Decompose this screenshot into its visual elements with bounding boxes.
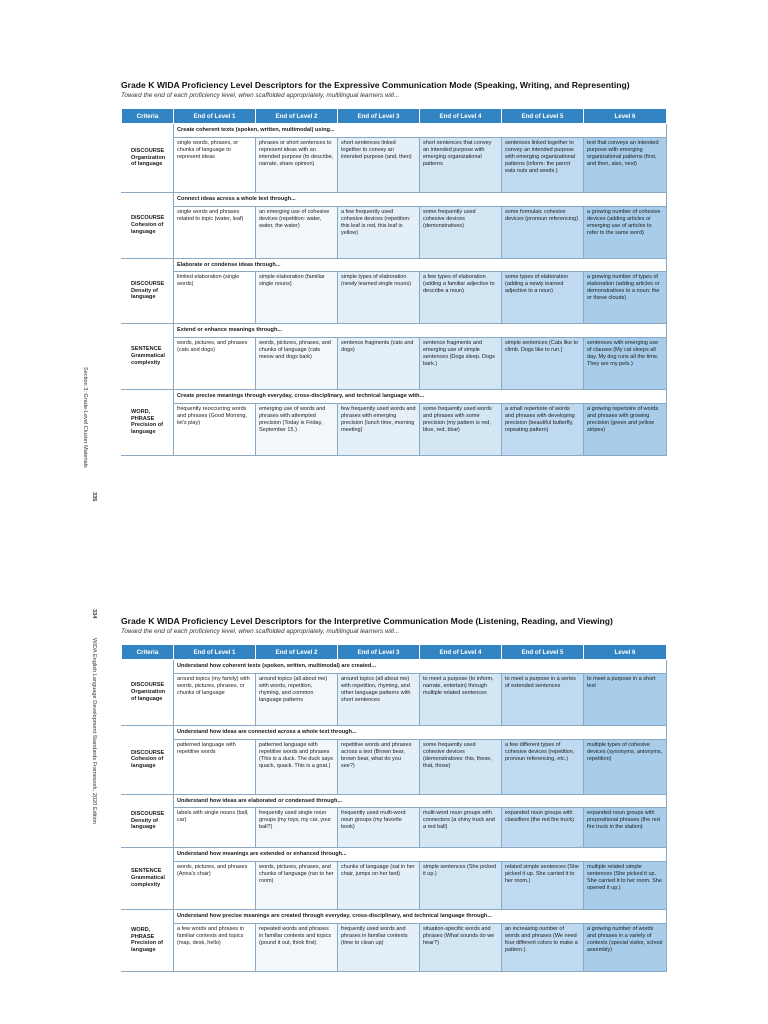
descriptor-cell: a few words and phrases in familiar contexts and topics (map, desk, hello) (174, 923, 256, 971)
criteria-label: complexity (131, 360, 161, 367)
level-header: End of Level 3 (338, 109, 420, 124)
criteria-label: language (131, 228, 156, 235)
descriptor-cell: expanded noun groups with classifiers (the red fire truck) (502, 808, 584, 848)
descriptor-cell: situation-specific words and phrases (What sounds do we hear?) (420, 923, 502, 971)
criteria-cell (122, 324, 174, 390)
criteria-label: of language (131, 695, 163, 702)
section-heading: Understand how ideas are elaborated or condensed through... (174, 794, 667, 808)
section-heading-row (122, 660, 667, 674)
descriptor-cell: short sentences linked together to convey an intended purpose (and, then) (338, 137, 420, 192)
section-heading: Elaborate or condense ideas through... (174, 258, 667, 272)
section-heading: Create coherent texts (spoken, written, multimodal) using... (174, 124, 667, 138)
descriptor-cell: to meet a purpose (to inform, narrate, entertain) through multiple related sentences (420, 673, 502, 725)
descriptor-cell: short sentences that convey an intended purpose with emerging organizational patterns (420, 137, 502, 192)
descriptor-cell: sentence fragments (cats and dogs) (338, 338, 420, 390)
table-row (122, 338, 667, 390)
criteria-cell (122, 725, 174, 794)
section-heading: Extend or enhance meanings through... (174, 324, 667, 338)
descriptor-cell: frequently used multi-word noun groups (my favorite book) (338, 808, 420, 848)
page-number (91, 492, 97, 501)
criteria-label: complexity (131, 882, 161, 889)
table-row (122, 272, 667, 324)
descriptor-cell: multi-word noun groups with connectors (a shiny truck and a red ball) (420, 808, 502, 848)
descriptor-cell: an increasing number of words and phrases (We need four different colors to make a pattern.) (502, 923, 584, 971)
criteria-label: SENTENCE (131, 346, 162, 353)
criteria-cell (122, 848, 174, 910)
level-header: Level 6 (584, 109, 667, 124)
page-subtitle: Toward the end of each proficiency level, when scaffolded appropriately, multilingual learners will... (121, 627, 400, 635)
level-header: End of Level 1 (174, 109, 256, 124)
criteria-label: language (131, 429, 156, 436)
descriptor-cell: frequently used words and phrases in familiar contexts (time to clean up) (338, 923, 420, 971)
descriptor-cell: phrases or short sentences to represent ideas with an intended purpose (to describe, narrate, share opinion) (256, 137, 338, 192)
table-row (122, 206, 667, 258)
section-heading: Understand how meanings are extended or enhanced through... (174, 848, 667, 862)
header-row (122, 109, 667, 124)
descriptor-cell: around topics (all about me) with repetition, rhyming, and other language patterns with short sentences (338, 673, 420, 725)
descriptor-table (121, 108, 667, 456)
descriptor-cell: a growing repertoire of words and phrases with growing precision (green and yellow stripes) (584, 403, 667, 455)
criteria-label: DISCOURSE (131, 280, 165, 287)
criteria-label: WORD, (131, 926, 151, 933)
descriptor-cell: repeated words and phrases in familiar contexts and topics (pound it out, think first) (256, 923, 338, 971)
criteria-cell (122, 192, 174, 258)
criteria-cell (122, 660, 174, 726)
descriptor-cell: to meet a purpose in a series of extended sentences (502, 673, 584, 725)
descriptor-cell: chunks of language (sat in her chair, jumps on her bed) (338, 862, 420, 910)
descriptor-cell: simple elaboration (familiar single nouns) (256, 272, 338, 324)
descriptor-cell: multiple types of cohesive devices (synonyms, antonyms, repetition) (584, 739, 667, 794)
descriptor-cell: labels with single nouns (ball, car) (174, 808, 256, 848)
criteria-label: Grammatical (131, 353, 165, 360)
criteria-label: PHRASE (131, 933, 155, 940)
criteria-label: Precision of (131, 940, 164, 947)
descriptor-cell: a growing number of words and phrases in a variety of contexts (special visitor, school assembly) (584, 923, 667, 971)
section-heading-row (122, 324, 667, 338)
criteria-label: SENTENCE (131, 868, 162, 875)
criteria-label: Precision of (131, 422, 164, 429)
criteria-label: DISCOURSE (131, 749, 165, 756)
descriptor-cell: some types of elaboration (adding a newly learned adjective to a noun) (502, 272, 584, 324)
descriptor-cell: simple types of elaboration (newly learned single nouns) (338, 272, 420, 324)
descriptor-cell: words, pictures, and phrases (cats and dogs) (174, 338, 256, 390)
criteria-cell (122, 390, 174, 456)
descriptor-cell: a small repertoire of words and phrases with developing precision (beautiful butterfly, repeating pattern) (502, 403, 584, 455)
descriptor-cell: an emerging use of cohesive devices (repetition: water, water, the water) (256, 206, 338, 258)
criteria-cell (122, 910, 174, 972)
section-heading-row (122, 390, 667, 404)
descriptor-cell: a few types of elaboration (adding a familiar adjective to describe a noun) (420, 272, 502, 324)
descriptor-cell: a few different types of cohesive devices (repetition, pronoun referencing, etc.) (502, 739, 584, 794)
expressive-table-block (121, 81, 666, 456)
level-header: End of Level 2 (256, 109, 338, 124)
section-heading-row (122, 258, 667, 272)
section-label (82, 367, 88, 468)
level-header: End of Level 3 (338, 645, 420, 660)
framework-text: WIDA English Language Development Standards Framework, 2020 Edition (91, 638, 97, 824)
criteria-label: Density of (131, 287, 159, 294)
section-heading: Create precise meanings through everyday, cross-disciplinary, and technical language with... (174, 390, 667, 404)
section-text: Section 3: Grade-Level Cluster Materials (82, 367, 88, 468)
criteria-label: of language (131, 161, 163, 168)
descriptor-cell: a growing number of types of elaboration (adding articles or demonstratives to a noun: the or these clouds) (584, 272, 667, 324)
descriptor-cell: some frequently used words and phrases with some precision (my pattern is red, blue, red, blue) (420, 403, 502, 455)
section-heading-row (122, 124, 667, 138)
table-row (122, 739, 667, 794)
descriptor-cell: patterned language with repetitive words (174, 739, 256, 794)
section-heading: Connect ideas across a whole text through... (174, 192, 667, 206)
descriptor-cell: to meet a purpose in a short text (584, 673, 667, 725)
criteria-label: Grammatical (131, 875, 165, 882)
framework-label (91, 638, 97, 824)
section-heading-row (122, 725, 667, 739)
descriptor-cell: around topics (my family) with words, pictures, phrases, or chunks of language (174, 673, 256, 725)
level-header: End of Level 5 (502, 645, 584, 660)
descriptor-cell: few frequently used words and phrases with emerging precision (lunch time, morning meeting) (338, 403, 420, 455)
section-heading: Understand how ideas are connected across a whole text through... (174, 725, 667, 739)
criteria-label: Organization (131, 154, 166, 161)
criteria-label: DISCOURSE (131, 682, 165, 689)
descriptor-cell: frequently used single noun groups (my toys, my car, your ball?) (256, 808, 338, 848)
section-heading: Understand how precise meanings are created through everyday, cross-disciplinary, and technical language through... (174, 910, 667, 924)
section-heading-row (122, 192, 667, 206)
table-row (122, 137, 667, 192)
descriptor-table (121, 644, 667, 972)
criteria-label: language (131, 947, 156, 954)
criteria-label: language (131, 294, 156, 301)
descriptor-cell: simple sentences (Cats like to climb. Dogs like to run.) (502, 338, 584, 390)
page-title: Grade K WIDA Proficiency Level Descriptors for the Interpretive Communication Mode (Listening, Reading, and Viewing) (121, 616, 613, 626)
section-heading: Understand how coherent texts (spoken, written, multimodal) are created... (174, 660, 667, 674)
level-header: End of Level 4 (420, 645, 502, 660)
descriptor-cell: emerging use of words and phrases with attempted precision (Today is Friday, September 15.) (256, 403, 338, 455)
descriptor-cell: words, pictures, phrases, and chunks of language (ran to her room) (256, 862, 338, 910)
descriptor-cell: simple sentences (She picked it up.) (420, 862, 502, 910)
section-heading-row (122, 910, 667, 924)
page-subtitle: Toward the end of each proficiency level, when scaffolded appropriately, multilingual learners will... (121, 91, 400, 99)
level-header: End of Level 2 (256, 645, 338, 660)
table-row (122, 862, 667, 910)
descriptor-cell: single words and phrases related to topic (water, leaf) (174, 206, 256, 258)
descriptor-cell: sentences linked together to convey an intended purpose with emerging organizational patterns (inform: the parrot eats nuts and seeds.) (502, 137, 584, 192)
criteria-label: language (131, 763, 156, 770)
header-row (122, 645, 667, 660)
page-number-text: 334 (91, 609, 97, 619)
section-heading-row (122, 794, 667, 808)
level-header: End of Level 5 (502, 109, 584, 124)
criteria-cell (122, 258, 174, 324)
descriptor-cell: single words, phrases, or chunks of language to represent ideas (174, 137, 256, 192)
descriptor-cell: a few frequently used cohesive devices (repetition: this leaf is red, this leaf is yellow) (338, 206, 420, 258)
criteria-label: language (131, 824, 156, 831)
criteria-label: Cohesion of (131, 221, 164, 228)
criteria-label: DISCOURSE (131, 215, 165, 222)
criteria-label: PHRASE (131, 415, 155, 422)
descriptor-cell: around topics (all about me) with words, repetition, rhyming, and common language patterns (256, 673, 338, 725)
criteria-cell (122, 794, 174, 848)
descriptor-cell: limited elaboration (single words) (174, 272, 256, 324)
descriptor-cell: sentence fragments and emerging use of simple sentences (Dogs sleep. Dogs bark.) (420, 338, 502, 390)
criteria-label: Density of (131, 817, 159, 824)
criteria-label: WORD, (131, 408, 151, 415)
page-number-text: 335 (91, 492, 97, 502)
descriptor-cell: some frequently used cohesive devices (demonstratives: this, these, that, those) (420, 739, 502, 794)
table-row (122, 403, 667, 455)
descriptor-cell: multiple related simple sentences (She picked it up. She carried it to her room. She opened it up.) (584, 862, 667, 910)
descriptor-cell: frequently reoccurring words and phrases (Good Morning, let's play) (174, 403, 256, 455)
descriptor-cell: text that conveys an intended purpose with emerging organizational patterns (first, and then, also, next) (584, 137, 667, 192)
criteria-header: Criteria (122, 109, 174, 124)
interpretive-table-block (121, 617, 666, 972)
table-row (122, 923, 667, 971)
table-row (122, 808, 667, 848)
descriptor-cell: words, pictures, phrases, and chunks of language (cats meow and dogs bark) (256, 338, 338, 390)
criteria-label: Cohesion of (131, 756, 164, 763)
criteria-cell (122, 124, 174, 193)
descriptor-cell: sentences with emerging use of clauses (My cat sleeps all day. My dog runs all the time. They are my pets.) (584, 338, 667, 390)
criteria-label: DISCOURSE (131, 147, 165, 154)
criteria-label: Organization (131, 689, 166, 696)
section-heading-row (122, 848, 667, 862)
criteria-header: Criteria (122, 645, 174, 660)
descriptor-cell: related simple sentences (She picked it up. She carried it to her room.) (502, 862, 584, 910)
page-number (91, 609, 97, 618)
level-header: End of Level 1 (174, 645, 256, 660)
table-row (122, 673, 667, 725)
descriptor-cell: some frequently used cohesive devices (demonstratives) (420, 206, 502, 258)
descriptor-cell: a growing number of cohesive devices (adding articles or emerging use of articles to refer to the same word) (584, 206, 667, 258)
page-title: Grade K WIDA Proficiency Level Descriptors for the Expressive Communication Mode (Speaking, Writing, and Representing) (121, 80, 630, 90)
level-header: End of Level 4 (420, 109, 502, 124)
descriptor-cell: repetitive words and phrases across a text (Brown bear, brown bear, what do you see?) (338, 739, 420, 794)
level-header: Level 6 (584, 645, 667, 660)
descriptor-cell: expanded noun groups with prepositional phrases (the red fire truck in the station) (584, 808, 667, 848)
descriptor-cell: patterned language with repetitive words and phrases (This is a duck. The duck says quack, quack. This is a goat.) (256, 739, 338, 794)
descriptor-cell: words, pictures, and phrases (Anna's chair) (174, 862, 256, 910)
criteria-label: DISCOURSE (131, 810, 165, 817)
descriptor-cell: some formulaic cohesive devices (pronoun referencing) (502, 206, 584, 258)
